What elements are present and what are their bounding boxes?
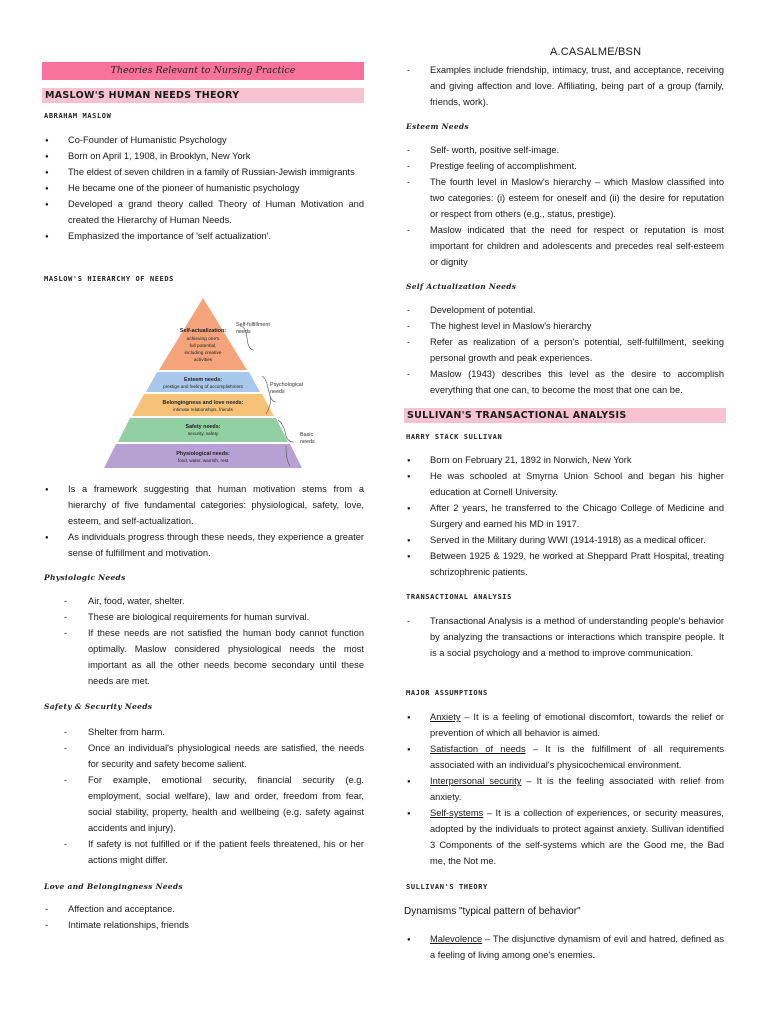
list-item: - Examples include friendship, intimacy, trust, and acceptance, receiving and giving affection and love. Affiliating, being part of a group (family, friends, work). xyxy=(404,62,724,110)
pyramid-self-desc: activities xyxy=(193,358,213,363)
physiologic-heading: Physiologic Needs xyxy=(44,573,126,582)
list-item: - Maslow indicated that the need for respect or reputation is most important for children and adolescents and precedes real self-esteem or dignity xyxy=(404,222,724,270)
maslow-bio-list xyxy=(42,132,364,244)
list-item: ● The eldest of seven children in a family of Russian-Jewish immigrants xyxy=(42,164,364,180)
label-psychological: needs xyxy=(270,389,285,395)
list-item: - Affection and acceptance. xyxy=(42,901,364,917)
list-item: - Air, food, water, shelter. xyxy=(42,593,364,609)
hierarchy-heading: MASLOW'S HIERARCHY OF NEEDS xyxy=(44,275,174,283)
list-item: ● Malevolence – The disjunctive dynamism of evil and hatred, defined as a feeling of living among one's enemies. xyxy=(404,931,724,963)
dynamisms-heading: Dynamisms "typical pattern of behavior" xyxy=(404,906,581,917)
pyramid-self-desc: achieving one's xyxy=(186,337,220,342)
list-item: ● Satisfaction of needs – It is the fulfillment of all requirements associated with an individual's physicochemical environment. xyxy=(404,741,724,773)
pyramid-esteem-title: Esteem needs: xyxy=(183,377,223,383)
list-item: ● Interpersonal security – It is the feeling associated with relief from anxiety. xyxy=(404,773,724,805)
list-item: - The fourth level in Maslow's hierarchy – which Maslow classified into two categories: (i) esteem for oneself and (ii) the desire for reputation or respect from others (e.g., status, prestige). xyxy=(404,174,724,222)
list-item: ● Co-Founder of Humanistic Psychology xyxy=(42,132,364,148)
dynamisms-list xyxy=(404,931,724,963)
selfact-heading: Self Actualization Needs xyxy=(406,282,517,291)
physiologic-list xyxy=(42,593,364,689)
love-cont-list xyxy=(404,62,724,110)
list-item: - Shelter from harm. xyxy=(42,724,364,740)
ta-heading: TRANSACTIONAL ANALYSIS xyxy=(406,593,512,601)
author-label: A.CASALME/BSN xyxy=(550,46,642,58)
list-item: ● He became one of the pioneer of humanistic psychology xyxy=(42,180,364,196)
safety-list xyxy=(42,724,364,868)
selfact-list xyxy=(404,302,724,398)
pyramid-physio-title: Physiological needs: xyxy=(176,451,230,457)
list-item: - Once an individual's physiological needs are satisfied, the needs for security and safety become salient. xyxy=(42,740,364,772)
pyramid-self-title: Self-actualization: xyxy=(179,328,227,334)
list-item: - If safety is not fulfilled or if the patient feels threatened, his or her actions might differ. xyxy=(42,836,364,868)
pyramid-physio-desc: food, water, warmth, rest xyxy=(177,458,229,463)
list-item: ● After 2 years, he transferred to the Chicago College of Medicine and Surgery and earned his MD in 1917. xyxy=(404,500,724,532)
list-item: - These are biological requirements for human survival. xyxy=(42,609,364,625)
sullivan-section-heading: SULLIVAN'S TRANSACTIONAL ANALYSIS xyxy=(404,408,726,423)
document-title: Theories Relevant to Nursing Practice xyxy=(42,62,364,80)
list-item: - For example, emotional security, financial security (e.g. employment, social welfare), law and order, freedom from fear, social stability, property, health and wellbeing (e.g. safety against accidents and injury). xyxy=(42,772,364,836)
pyramid-safety-title: Safety needs: xyxy=(185,424,221,430)
label-self-fulfillment: needs xyxy=(236,329,251,335)
list-item: ● He was schooled at Smyrna Union School and began his higher education at Cornell University. xyxy=(404,468,724,500)
assumptions-list xyxy=(404,709,724,869)
ta-list xyxy=(404,613,724,661)
list-item: ● Anxiety – It is a feeling of emotional discomfort, towards the relief or prevention of which all behavior is aimed. xyxy=(404,709,724,741)
list-item: ● Between 1925 & 1929, he worked at Sheppard Pratt Hospital, treating schrizophrenic patients. xyxy=(404,548,724,580)
safety-heading: Safety & Security Needs xyxy=(44,702,153,711)
label-self-fulfillment: Self-fulfillment xyxy=(236,322,270,328)
list-item: - Intimate relationships, friends xyxy=(42,917,364,933)
list-item: ● Developed a grand theory called Theory of Human Motivation and created the Hierarchy of Human Needs. xyxy=(42,196,364,228)
list-item: ● Born on April 1, 1908, in Brooklyn, New York xyxy=(42,148,364,164)
list-item: - Self- worth, positive self-image. xyxy=(404,142,724,158)
pyramid-self-desc: including creative xyxy=(184,351,222,356)
love-heading: Love and Belongingness Needs xyxy=(44,882,183,891)
sullivan-person-heading: HARRY STACK SULLIVAN xyxy=(406,433,503,441)
list-item: ● Born on February 21, 1892 in Norwich, New York xyxy=(404,452,724,468)
list-item: ● Served in the Military during WWI (1914-1918) as a medical officer. xyxy=(404,532,724,548)
label-basic: needs xyxy=(300,439,315,445)
label-basic: Basic xyxy=(300,432,314,438)
love-list xyxy=(42,901,364,933)
maslow-pyramid-diagram xyxy=(90,296,322,472)
label-psychological: Psychological xyxy=(270,382,303,388)
pyramid-safety-desc: security, safety xyxy=(187,431,219,436)
maslow-section-heading: MASLOW'S HUMAN NEEDS THEORY xyxy=(42,88,364,103)
list-item: ● Emphasized the importance of 'self actualization'. xyxy=(42,228,364,244)
list-item: ● Is a framework suggesting that human motivation stems from a hierarchy of five fundamental categories: physiological, safety, love, esteem, and self-actualization. xyxy=(42,481,364,529)
esteem-heading: Esteem Needs xyxy=(406,122,469,131)
list-item: - If these needs are not satisfied the human body cannot function optimally. Maslow considered physiological needs the most important as all the other needs become secondary until these needs are met. xyxy=(42,625,364,689)
esteem-list xyxy=(404,142,724,270)
maslow-person-heading: ABRAHAM MASLOW xyxy=(44,112,112,120)
list-item: ● As individuals progress through these needs, they experience a greater sense of fulfillment and motivation. xyxy=(42,529,364,561)
pyramid-safety-tier xyxy=(118,418,288,442)
pyramid-belonging-desc: intimate relationships, friends xyxy=(173,407,233,412)
pyramid-self-desc: full potential, xyxy=(189,344,217,349)
list-item: - Prestige feeling of accomplishment. xyxy=(404,158,724,174)
pyramid-esteem-desc: prestige and feeling of accomplishment xyxy=(163,384,243,389)
sullivan-bio-list xyxy=(404,452,724,580)
list-item: - The highest level in Maslow's hierarchy xyxy=(404,318,724,334)
assumptions-heading: MAJOR ASSUMPTIONS xyxy=(406,689,488,697)
list-item: ● Self-systems – It is a collection of experiences, or security measures, adopted by the individuals to protect against anxiety. Sullivan identified 3 Components of the self-systems which are the Good me, the Bad me, the Not me. xyxy=(404,805,724,869)
list-item: - Transactional Analysis is a method of understanding people's behavior by analyzing the transactions or interactions which transpire people. It is a social psychology and a method to improve communication. xyxy=(404,613,724,661)
pyramid-belonging-title: Belongingness and love needs: xyxy=(162,400,244,406)
list-item: - Development of potential. xyxy=(404,302,724,318)
framework-list xyxy=(42,481,364,561)
list-item: - Maslow (1943) describes this level as the desire to accomplish everything that one can, to become the most that one can be. xyxy=(404,366,724,398)
theory-heading: SULLIVAN'S THEORY xyxy=(406,883,488,891)
list-item: - Refer as realization of a person's potential, self-fulfillment, seeking personal growth and peak experiences. xyxy=(404,334,724,366)
